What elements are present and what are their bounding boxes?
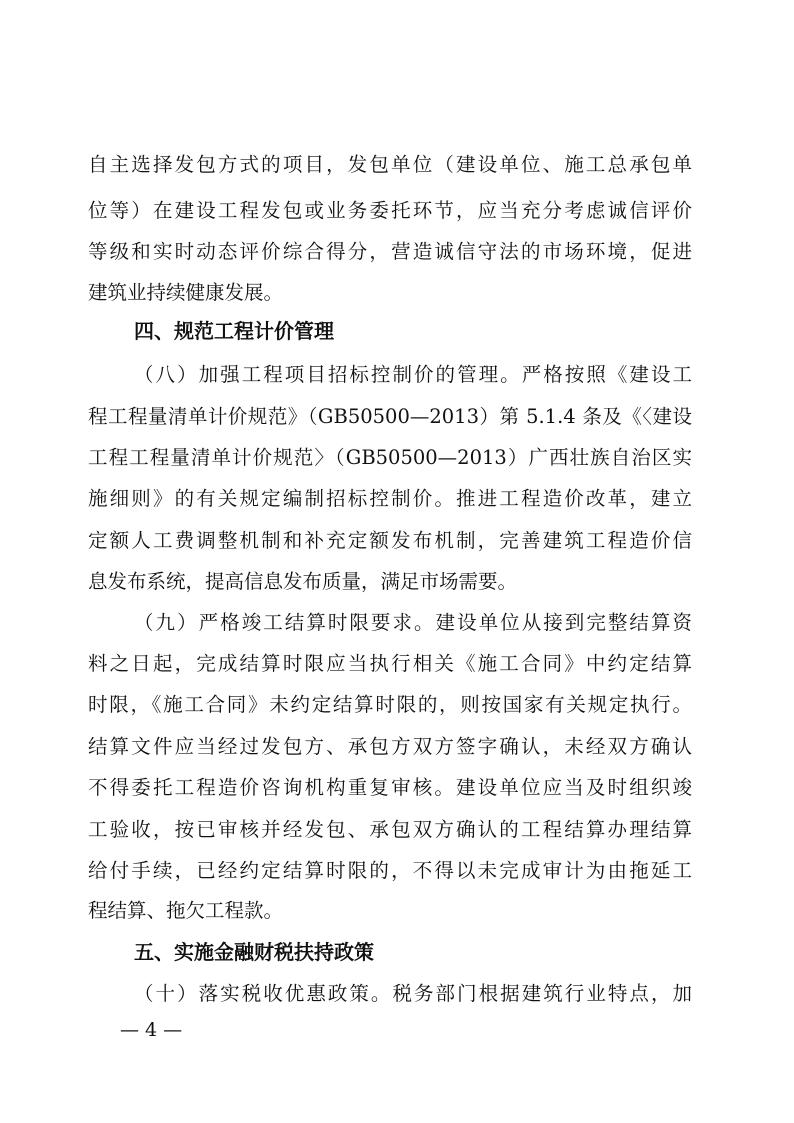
- text-line: 料之日起，完成结算时限应当执行相关《施工合同》中约定结算: [88, 652, 692, 675]
- page-number: — 4 —: [120, 1019, 183, 1041]
- text-line: 程结算、拖欠工程款。: [88, 899, 284, 922]
- text-line: 给付手续，已经约定结算时限的，不得以未完成审计为由拖延工: [88, 859, 692, 882]
- text-line: 不得委托工程造价咨询机构重复审核。建设单位应当及时组织竣: [88, 776, 692, 799]
- text-line: 息发布系统，提高信息发布质量，满足市场需要。: [88, 570, 518, 593]
- text-line: （八）加强工程项目招标控制价的管理。严格按照《建设工: [134, 363, 692, 386]
- text-line: （九）严格竣工结算时限要求。建设单位从接到完整结算资: [134, 611, 692, 634]
- text-line: 定额人工费调整机制和补充定额发布机制，完善建筑工程造价信: [88, 529, 692, 552]
- text-line: 自主选择发包方式的项目，发包单位（建设单位、施工总承包单: [88, 153, 692, 176]
- text-line: 等级和实时动态评价综合得分，营造诚信守法的市场环境，促进: [88, 240, 692, 263]
- text-line: 位等）在建设工程发包或业务委托环节，应当充分考虑诚信评价: [88, 199, 692, 222]
- text-line: 程工程量清单计价规范》（GB50500—2013）第 5.1.4 条及《〈建设: [88, 405, 692, 428]
- section-heading-5: 五、实施金融财税扶持政策: [134, 940, 374, 964]
- text-line: 时限，《施工合同》未约定结算时限的，则按国家有关规定执行。: [88, 693, 692, 716]
- text-line: 建筑业持续健康发展。: [88, 281, 284, 304]
- text-line: （十）落实税收优惠政策。税务部门根据建筑行业特点，加: [134, 982, 692, 1005]
- text-line: 工验收，按已审核并经发包、承包双方确认的工程结算办理结算: [88, 818, 692, 841]
- text-line: 结算文件应当经过发包方、承包方双方签字确认，未经双方确认: [88, 735, 692, 758]
- section-heading-4: 四、规范工程计价管理: [134, 319, 334, 343]
- text-line: 施细则》的有关规定编制招标控制价。推进工程造价改革，建立: [88, 487, 692, 510]
- text-line: 工程工程量清单计价规范〉（GB50500—2013）广西壮族自治区实: [88, 446, 692, 469]
